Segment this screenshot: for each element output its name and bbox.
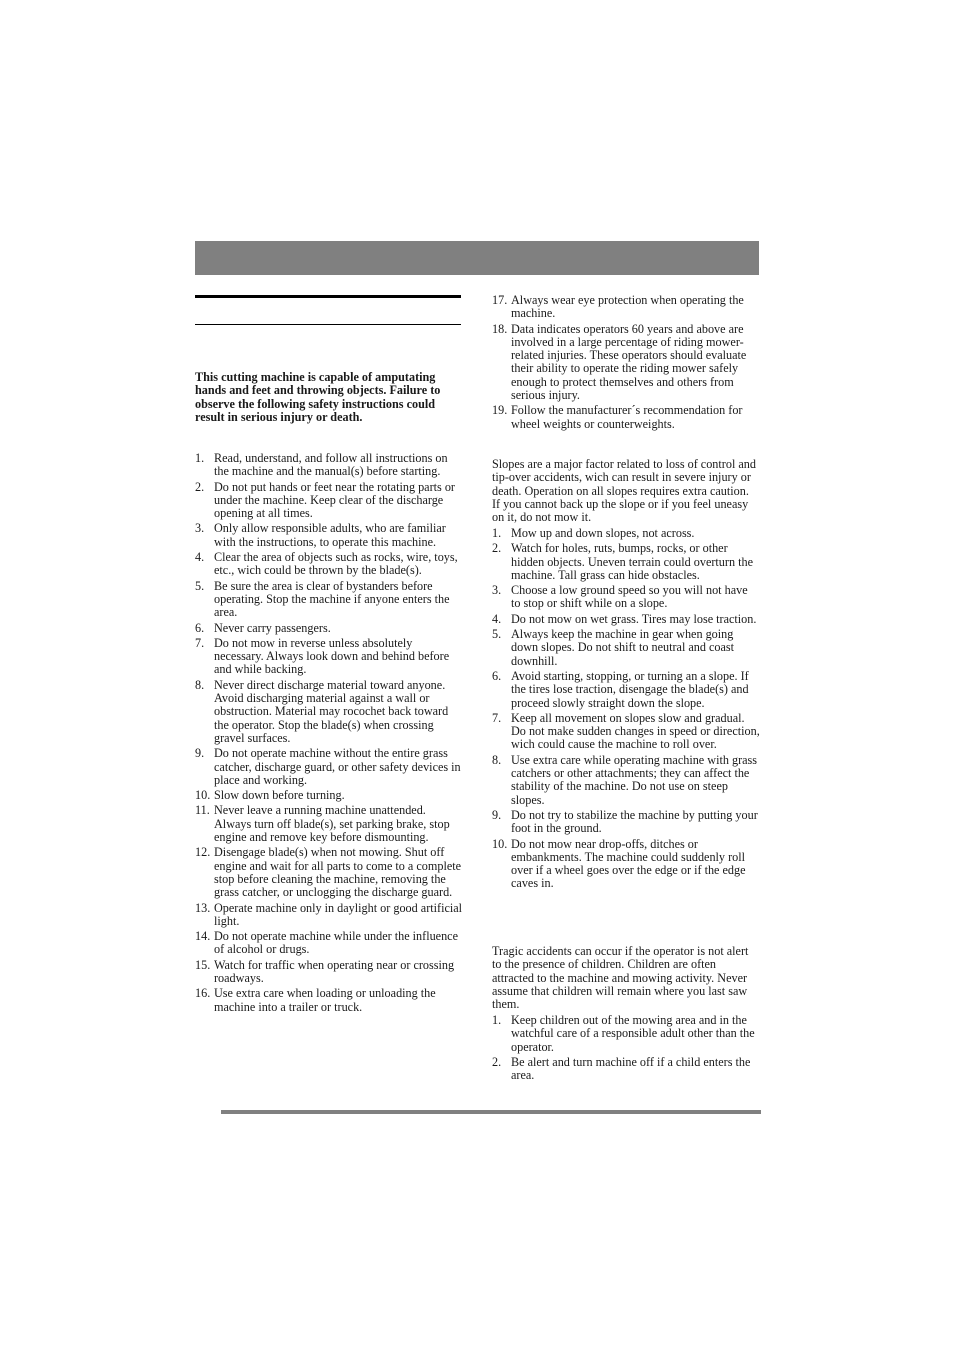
item-text: Always wear eye protection when operating the machine. xyxy=(511,293,744,321)
item-number: 15. xyxy=(195,957,211,972)
heading-rule-top xyxy=(195,295,461,298)
item-text: Be sure the area is clear of bystanders before operating. Stop the machine if anyone enters the area. xyxy=(214,578,450,620)
item-text: Use extra care when loading or unloading the machine into a trailer or truck. xyxy=(214,986,436,1014)
item-number: 8. xyxy=(492,752,502,767)
item-number: 3. xyxy=(195,521,205,536)
general-safety-list-continued xyxy=(492,294,760,433)
item-text: Only allow responsible adults, who are familiar with the instructions, to operate this machine. xyxy=(214,521,446,549)
item-number: 1. xyxy=(195,451,205,465)
list-item xyxy=(195,930,463,957)
item-number: 12. xyxy=(195,845,211,860)
item-text: Follow the manufacturer´s recommendation for wheel weights or counterweights. xyxy=(511,403,743,431)
item-text: Never leave a running machine unattended. Always turn off blade(s), set parking brake, stop engine and remove key before dismounting. xyxy=(214,803,450,845)
list-item xyxy=(195,902,463,929)
warning-text: This cutting machine is capable of amputating hands and feet and throwing objects. Failure to observe the following safety instructions could result in serious injury or death. xyxy=(195,370,441,425)
item-text: Do not operate machine while under the influence of alcohol or drugs. xyxy=(214,929,458,957)
list-item xyxy=(492,1056,760,1083)
item-text: Read, understand, and follow all instructions on the machine and the manual(s) before starting. xyxy=(214,451,448,479)
children-intro: Tragic accidents can occur if the operator is not alert to the presence of children. Children are often attracted to the machine and mowing activity. Never assume that children will remain where you last saw them. xyxy=(492,944,749,1012)
item-number: 14. xyxy=(195,929,211,944)
list-item xyxy=(492,1014,760,1054)
item-number: 2. xyxy=(492,541,502,556)
item-number: 19. xyxy=(492,403,508,418)
item-number: 5. xyxy=(195,578,205,593)
list-item xyxy=(195,622,463,635)
list-item xyxy=(195,481,463,521)
list-item xyxy=(195,522,463,549)
item-number: 8. xyxy=(195,677,205,692)
item-number: 4. xyxy=(492,611,502,626)
item-text: Be alert and turn machine off if a child enters the area. xyxy=(511,1054,751,1083)
list-item xyxy=(492,809,760,836)
item-number: 4. xyxy=(195,550,205,565)
item-number: 3. xyxy=(492,583,502,598)
list-item xyxy=(195,987,463,1014)
item-text: Slow down before turning. xyxy=(214,788,345,803)
item-number: 18. xyxy=(492,321,508,336)
item-number: 7. xyxy=(492,710,502,725)
item-number: 16. xyxy=(195,986,211,1001)
general-safety-list xyxy=(195,452,463,1016)
list-item xyxy=(492,628,760,668)
item-text: Disengage blade(s) when not mowing. Shut off engine and wait for all parts to come to a complete stop before cleaning the machine, removing the grass catcher, or unclogging the discharge guard. xyxy=(214,845,462,900)
list-item xyxy=(195,789,463,802)
item-text: Clear the area of objects such as rocks, wire, toys, etc., wich could be thrown by the blade(s). xyxy=(214,550,458,578)
list-item xyxy=(492,712,760,752)
item-number: 6. xyxy=(195,620,205,635)
item-text: Never carry passengers. xyxy=(214,620,331,635)
item-text: Data indicates operators 60 years and above are involved in a large percentage of riding mower-related injuries. These operators should evaluate their ability to operate the riding mower safely enough to protect themselves and others from serious injury. xyxy=(511,321,747,403)
list-item xyxy=(195,637,463,677)
item-number: 6. xyxy=(492,668,502,683)
item-number: 7. xyxy=(195,635,205,650)
item-text: Do not mow on wet grass. Tires may lose traction. xyxy=(511,611,757,626)
item-text: Always keep the machine in gear when going down slopes. Do not shift to neutral and coast downhill. xyxy=(511,627,735,668)
item-number: 10. xyxy=(195,788,211,803)
item-number: 11. xyxy=(195,803,210,818)
item-text: Watch for traffic when operating near or crossing roadways. xyxy=(214,957,455,985)
list-item xyxy=(492,613,760,626)
item-text: Use extra care while operating machine with grass catchers or other attachments; they can affect the stability of the machine. Do not use on steep slopes. xyxy=(511,752,758,807)
list-item xyxy=(492,323,760,403)
item-text: Operate machine only in daylight or good artificial light. xyxy=(214,900,463,928)
item-text: Never direct discharge material toward anyone. Avoid discharging material against a wall or obstruction. Material may rocochet back toward the operator. Stop the blade(s) when crossing gravel surfaces. xyxy=(214,677,449,745)
item-number: 9. xyxy=(195,746,205,761)
list-item xyxy=(195,551,463,578)
children-list xyxy=(492,1014,760,1084)
list-item xyxy=(195,804,463,844)
list-item xyxy=(492,294,760,321)
item-text: Keep all movement on slopes slow and gradual. Do not make sudden changes in speed or direction, wich could cause the machine to roll over. xyxy=(511,710,760,752)
item-number: 9. xyxy=(492,807,502,822)
list-item xyxy=(492,670,760,710)
list-item xyxy=(195,959,463,986)
item-number: 2. xyxy=(195,479,205,494)
section-header-banner xyxy=(195,241,759,275)
item-number: 17. xyxy=(492,293,508,307)
list-item xyxy=(492,404,760,431)
slopes-intro: Slopes are a major factor related to loss of control and tip-over accidents, wich can result in severe injury or death. Operation on all slopes requires extra caution. If you cannot back up the slope or if you feel uneasy on it, do not mow it. xyxy=(492,457,756,525)
item-number: 1. xyxy=(492,1013,502,1027)
item-text: Do not operate machine without the entire grass catcher, discharge guard, or other safety devices in place and working. xyxy=(214,746,461,787)
list-item xyxy=(492,838,760,891)
item-text: Mow up and down slopes, not across. xyxy=(511,526,695,540)
item-text: Choose a low ground speed so you will not have to stop or shift while on a slope. xyxy=(511,583,748,611)
list-item xyxy=(492,584,760,611)
list-item xyxy=(195,580,463,620)
footer-rule xyxy=(221,1110,761,1114)
item-text: Do not mow near drop-offs, ditches or embankments. The machine could suddenly roll over if a wheel goes over the edge or if the edge caves in. xyxy=(511,836,746,891)
item-text: Keep children out of the mowing area and in the watchful care of a responsible adult other than the operator. xyxy=(511,1013,755,1054)
list-item xyxy=(492,754,760,807)
item-text: Do not mow in reverse unless absolutely necessary. Always look down and behind before and while backing. xyxy=(214,635,450,677)
item-number: 2. xyxy=(492,1054,502,1069)
item-number: 13. xyxy=(195,900,211,915)
heading-rule-bottom xyxy=(195,324,461,325)
list-item xyxy=(492,542,760,582)
list-item xyxy=(195,679,463,745)
item-text: Avoid starting, stopping, or turning an a slope. If the tires lose traction, disengage the blade(s) and proceed slowly straight down the slope. xyxy=(511,668,749,710)
list-item xyxy=(195,747,463,787)
item-text: Watch for holes, ruts, bumps, rocks, or other hidden objects. Uneven terrain could overturn the machine. Tall grass can hide obstacles. xyxy=(511,541,753,582)
list-item xyxy=(195,452,463,479)
item-number: 10. xyxy=(492,836,508,851)
item-number: 5. xyxy=(492,627,502,642)
item-number: 1. xyxy=(492,526,502,540)
list-item xyxy=(195,846,463,899)
slopes-list xyxy=(492,527,760,893)
list-item xyxy=(492,527,760,540)
item-text: Do not put hands or feet near the rotating parts or under the machine. Keep clear of the discharge opening at all times. xyxy=(214,479,455,521)
item-text: Do not try to stabilize the machine by putting your foot in the ground. xyxy=(511,807,758,836)
